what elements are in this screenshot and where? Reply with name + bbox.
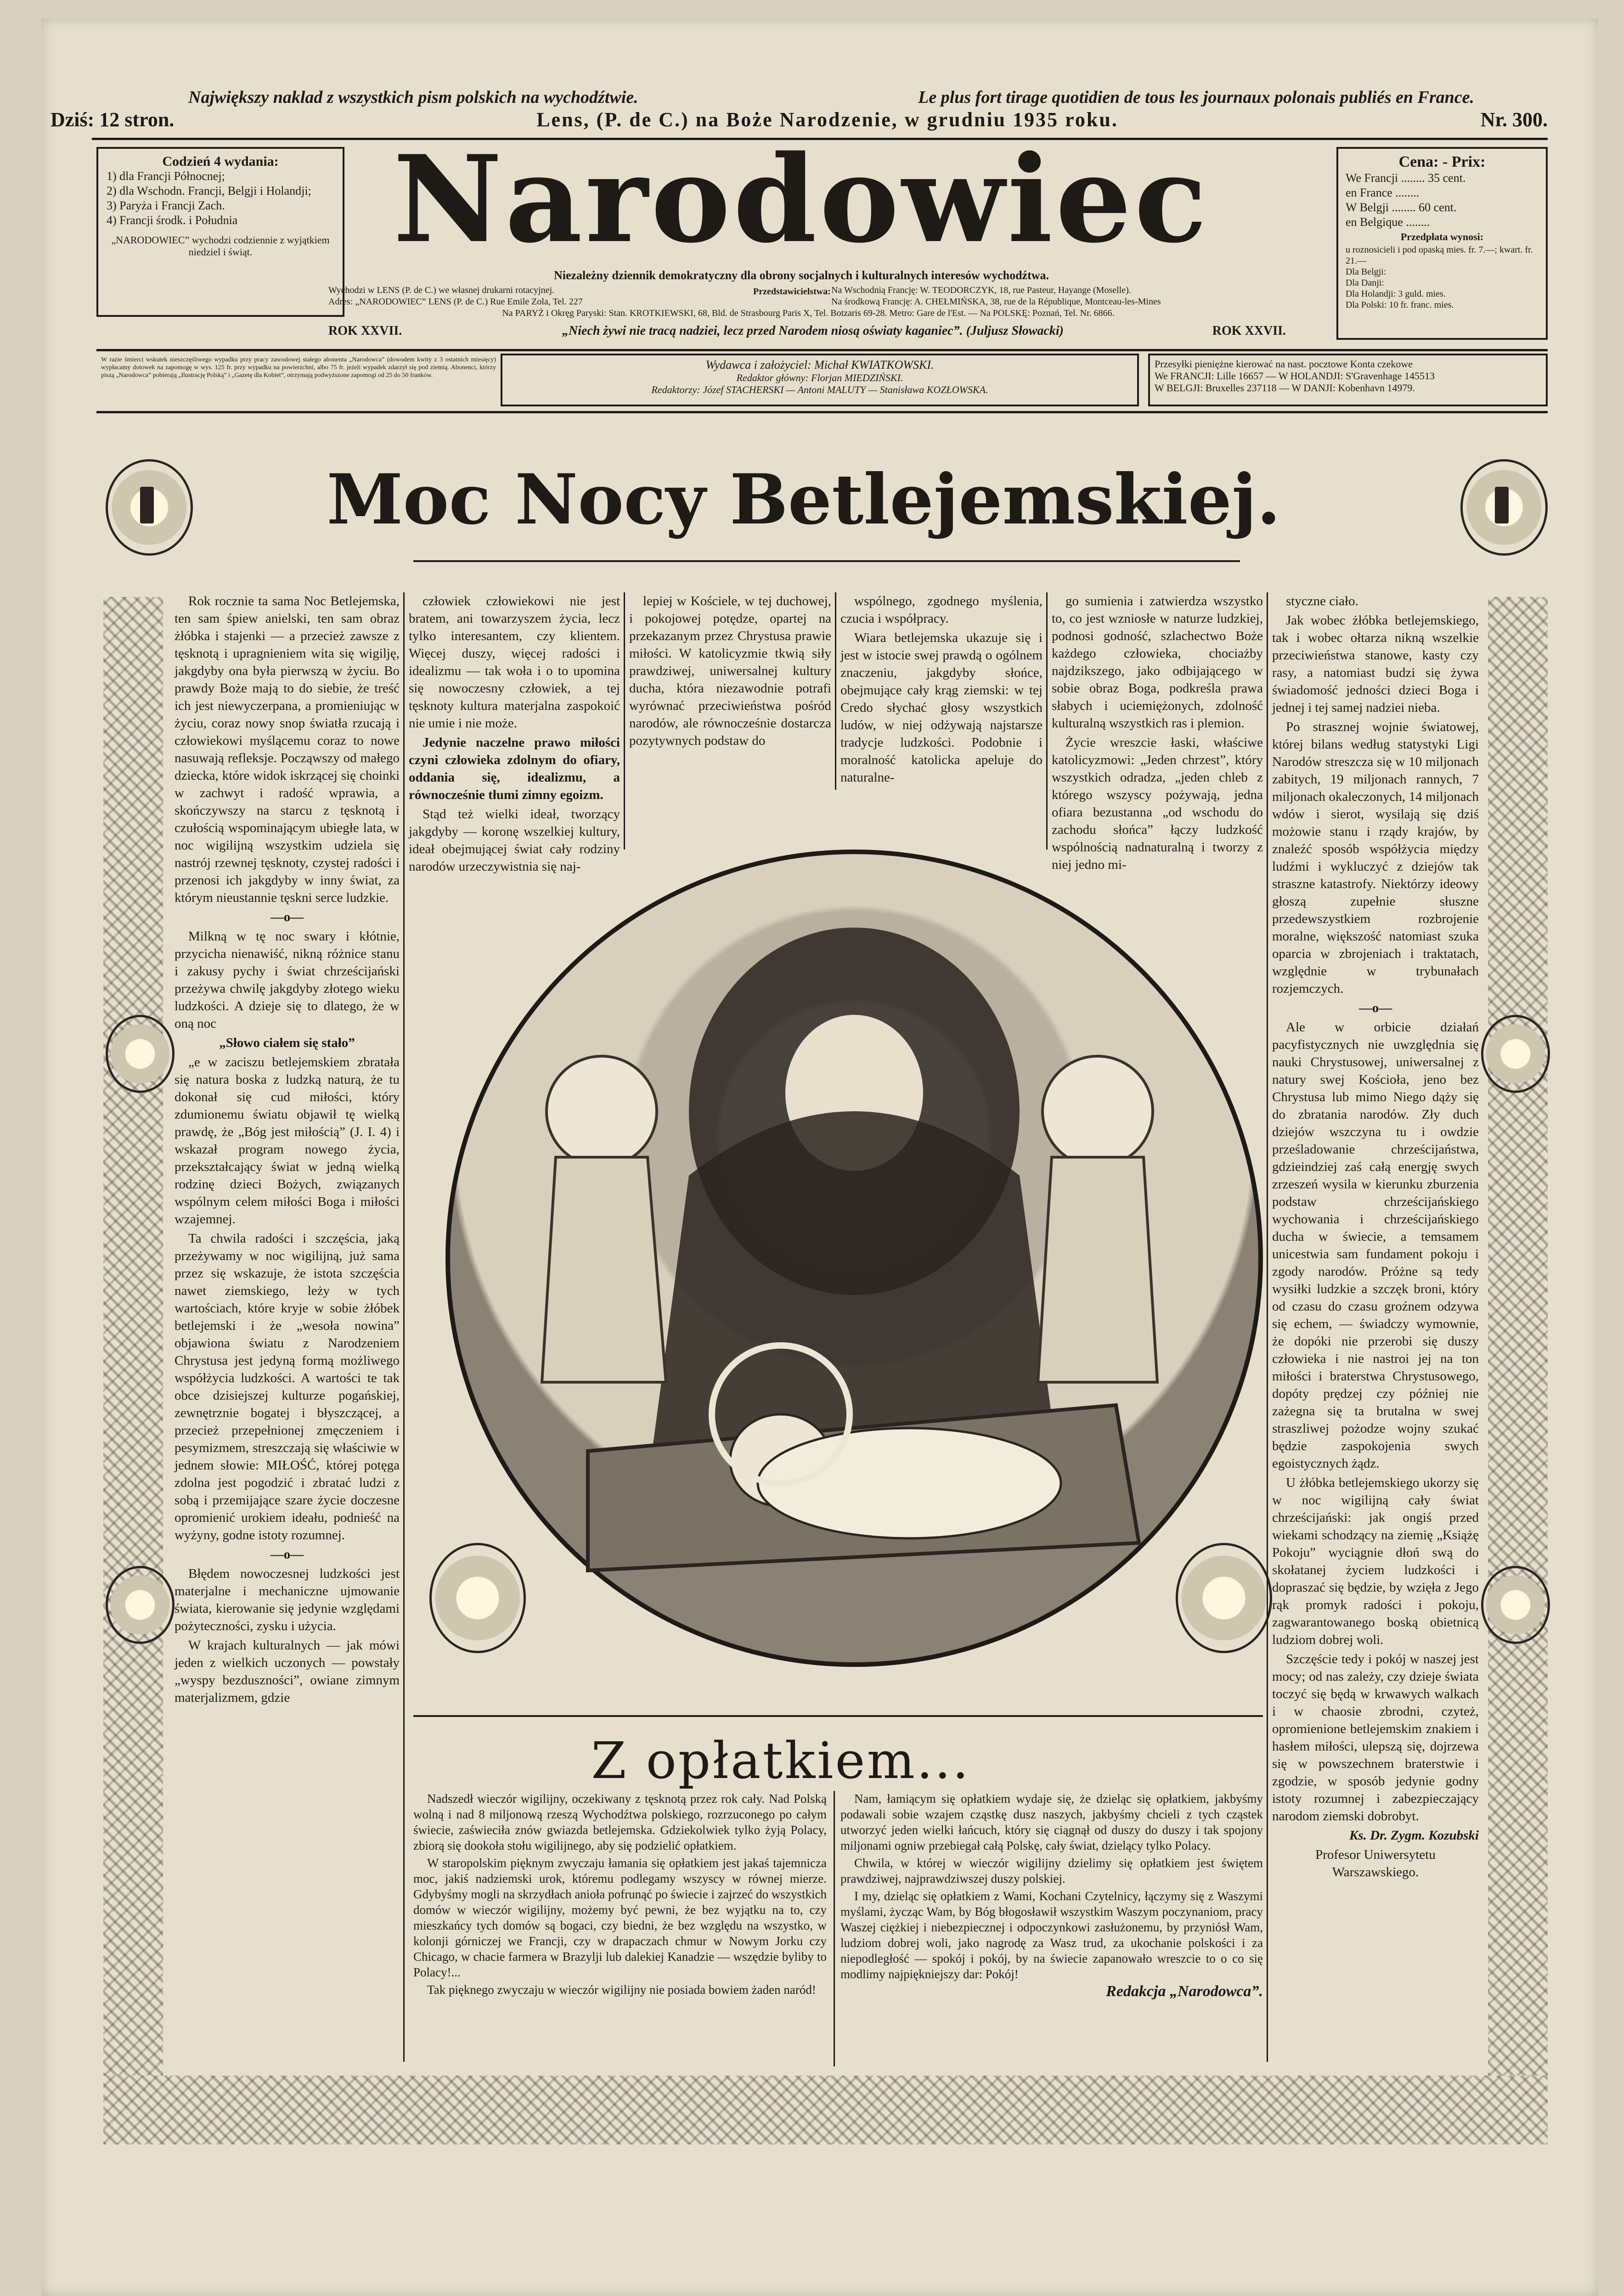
paragraph: Jak wobec żłóbka betlejemskiego, tak i wobec ołtarza nikną wszelkie przeciwieństwa stanowe, kasty czy rasy, a natomiast budzi się żywa świadomość jedności dzieci Boga i jednej i tej samej nadziei nieba. xyxy=(1272,613,1479,715)
subs-heading: Przedpłata wynosi: xyxy=(1400,231,1484,242)
price-row: en Belgique ........ xyxy=(1346,215,1430,229)
edition-item: 1) dla Francji Północnej; xyxy=(107,169,225,183)
column-rule xyxy=(624,592,625,850)
column-rule xyxy=(835,592,836,790)
reps-line: Na Wschodnią Francję: W. TEODORCZYK, 18, rue Pasteur, Hayange (Moselle). xyxy=(831,285,1131,295)
candle-ornament-icon xyxy=(1481,1015,1550,1093)
section-divider: —o— xyxy=(1358,1001,1392,1015)
addr-line: Wychodzi w LENS (P. de C.) we własnej drukarni rotacyjnej. xyxy=(328,285,555,295)
paragraph: go sumienia i zatwierdza wszystko to, co jest wzniosłe w naturze ludzkiej, podnosi godność, szlachectwo Boże każdego człowieka, chociażby najdzikszego, jako odbijającego w sobie obraz Boga, podkreśla prawa słabych i uciemiężonych, zdolność kulturalną wszystkich ras i plemion. xyxy=(1052,594,1263,731)
subs-row: Dla Belgji: xyxy=(1346,267,1386,277)
edition-item: 2) dla Wschodn. Francji, Belgji i Holandji; xyxy=(107,184,311,197)
article1-column-4 xyxy=(840,592,1043,790)
article1-column-3 xyxy=(629,592,831,790)
paragraph: Szczęście tedy i pokój w naszej jest mocy; od nas zależy, czy dzieje świata toczyć się będą w krwawych walkach i w chaosie zbrodni, czyteż, opromienione betlejemskim znakiem i hasłem miłości, ulepszą się, dojrzewa się w powszechnem braterstwie i zgodzie, w sposób jedynie godny istoty rozumnej i zabezpieczający narodom ziemski dobrobyt. xyxy=(1272,1652,1479,1823)
paris-address: Na PARYŻ i Okręg Paryski: Stan. KROTKIEWSKI, 68, Bld. de Strasbourg Paris X, Tel. Botzaris 69-28. Metro: Gare de l'Est. — Na POLSKĘ: Poznań, Tel. Nr. 6866. xyxy=(502,308,1115,318)
candle-ornament-icon xyxy=(106,1015,175,1093)
paragraph: Błędem nowoczesnej ludzkości jest materjalne i mechaniczne ujmowanie świata, kierowanie się jedynie względami pożyteczności, zysku i użycia. xyxy=(175,1566,400,1633)
paragraph: W staropolskim pięknym zwyczaju łamania się opłatkiem jest jakaś tajemnicza moc, jakiś nadziemski urok, któremu podlegamy wszyscy w równej mierze. Gdybyśmy mogli na skrzydłach anioła pofrunąć po świecie i zajrzeć do wszystkich domów w wieczór wigilijny, możemy być pewni, że bez wyjątku na to, czy mieszkańcy tych domów są bogaci, czy biedni, że bez względu na wszystko, w kolonji górniczej we Francji, czy w drapaczach chmur w Nowym Jorku czy Chicago, w chacie farmera w Brazylji lub dalekiej Kanadzie — wszędzie byliby to Polacy!... xyxy=(413,1856,827,1979)
column-rule xyxy=(1267,592,1268,2062)
accounts-line: We FRANCJI: Lille 16657 — W HOLANDJI: S'Gravenhage 145513 xyxy=(1155,370,1435,382)
paragraph: Ale w orbicie działań pacyfistycznych nie uwzględnia się nauki Chrystusowej, uniwersalnej z natury swej Kościoła, jeno bez Chrystusa lub mimo Niego dąży się do zbratania narodów. Zły duch dziejów wszczyna tu i owdzie prześladowanie chrześcijaństwa, gdzieindziej zaś całą energję swych zrzeszeń wysila w kierunku zburzenia podstaw chrześcijańskiego wychowania i chrześcijańskiego ducha w świecie, a temsamem unicestwia sam fundament pokoju i zgody narodów. Próżne są tedy wysiłki ludzkie a szczęk broni, który od czasu do czasu groźnem odzywa się echem, — świadczy wymownie, że dopóki nie przerobi się duszy człowieka i nie nastroi jej na ton miłości i braterstwa Chrystusowego, dopóty prędzej czy później nie zażegna się ta brutalna w swej straszliwej pożodze wojny szukać będzie zaspokojenia swych egoistycznych żądz. xyxy=(1272,1020,1479,1471)
newspaper-subtitle: Niezależny dziennik demokratyczny dla obrony socjalnych i kulturalnych interesów wychodźtwa. xyxy=(553,269,1049,282)
candle-icon xyxy=(1495,487,1509,523)
addr-line: Adres: „NARODOWIEC” LENS (P. de C.) Rue Emile Zola, Tel. 227 xyxy=(328,297,583,307)
article2-top-rule xyxy=(413,1715,1263,1717)
paragraph: styczne ciało. xyxy=(1286,594,1358,608)
reps-label: Przedstawicielstwa: xyxy=(753,287,831,297)
column-rule xyxy=(1046,592,1048,850)
dateline: Lens, (P. de C.) na Boże Narodzenie, w grudniu 1935 roku. xyxy=(536,108,1118,131)
article2-column-2 xyxy=(840,1791,1263,2076)
candle-ornament-icon xyxy=(1481,1566,1550,1644)
editors-box xyxy=(501,354,1139,406)
article2-headline: Z opłatkiem... xyxy=(591,1731,970,1790)
section-divider: —o— xyxy=(270,910,304,924)
representatives xyxy=(831,285,1286,308)
accounts-line: W BELGJI: Bruxelles 237118 — W DANJI: Kobenhavn 14979. xyxy=(1155,382,1415,394)
article1-column-1 xyxy=(175,592,400,2071)
main-headline: Moc Nocy Betlejemskiej. xyxy=(327,459,1281,540)
paragraph: Rok rocznie ta sama Noc Betlejemska, ten sam śpiew anielski, ten sam obraz żłóbka i stajenki — a przecież zawsze z tęsknotą i upragnieniem wita się wigilję, jakgdyby ona była pierwszą w życiu. Bo prawdy Boże mają to do siebie, że treść ich jest niewyczerpana, a promieniując w życiu, coraz nowy snop światła rzucają i człowiekowi myślącemu coraz to nowe nasuwają refleksje. Począwszy od małego dziecka, które widok iskrzącej się choinki w zachwyt i radość wprawia, a skończywszy na starcu z tęsknotą i czułością wspominającym ubiegłe lata, w noc wigilijną wszystkim udziela się nastrój rzewnej tęsknoty, czystej radości i przenosi ich jakgdyby w inny świat, za którym nieustannie tęskni serce ludzkie. xyxy=(175,594,400,905)
publisher-addresses xyxy=(328,285,733,308)
editions-heading: Codzień 4 wydania: xyxy=(162,154,279,169)
slogan-right: Le plus fort tirage quotidien de tous les journaux polonais publiés en France. xyxy=(918,88,1474,107)
paragraph: wspólnego, zgodnego myślenia, czucia i współpracy. xyxy=(840,594,1043,626)
paragraph: Milkną w tę noc swary i kłótnie, przycicha nienawiść, nikną różnice stanu i zakusy pychy i świat chrześcijański przeżywa chwilę jakgdyby złotego wieku ludzkości. A dzieje się to dlatego, że w oną noc xyxy=(175,929,400,1031)
editor-line: Wydawca i założyciel: Michał KWIATKOWSKI. xyxy=(705,358,934,371)
column-rule xyxy=(834,1791,835,2066)
reps-line: Na środkową Francję: A. CHEŁMIŃSKA, 38, rue de la République, Montceau-les-Mines xyxy=(831,297,1161,307)
author-title: Profesor Uniwersytetu Warszawskiego. xyxy=(1315,1847,1436,1880)
subs-row: Dla Polski: 10 fr. franc. mies. xyxy=(1346,300,1454,310)
masthead-slogans xyxy=(51,87,1548,107)
column-rule xyxy=(403,592,405,2062)
pages-count: Dziś: 12 stron. xyxy=(51,108,175,131)
candle-icon xyxy=(140,487,154,523)
subs-row: Dla Holandji: 3 guld. mies. xyxy=(1346,289,1446,299)
paragraph: Tak pięknego zwyczaju w wieczór wigilijny nie posiada bowiem żaden naród! xyxy=(427,1983,816,1997)
accounts-box xyxy=(1148,354,1548,406)
paragraph: Nadszedł wieczór wigilijny, oczekiwany z tęsknotą przez rok cały. Nad Polską wolną i nad 8 miljonową rzeszą Wychodźtwa polskiego, rozrzuconego po całym świecie, zaświeciła znów gwiazda betlejemska. Gdziekolwiek tylko żyją Polacy, zbiorą się dookoła stołu wigilijnego, aby się podzielić opłatkiem. xyxy=(413,1792,827,1852)
edition-item: 4) Francji środk. i Południa xyxy=(107,214,238,227)
subs-row: u roznosicieli i pod opaską mies. fr. 7.—; kwart. fr. 21.— xyxy=(1346,245,1533,266)
paragraph: Stąd też wielki ideał, tworzący jakgdyby — koronę wszelkiej kultury, ideał obejmującej świat cały rodziny narodów urzeczywistnia się naj- xyxy=(409,807,620,874)
right-holly-border xyxy=(1488,597,1548,2076)
bottom-holly-border xyxy=(103,2076,1548,2144)
masthead-dateline xyxy=(51,108,1548,131)
subs-row: Dla Danji: xyxy=(1346,278,1384,288)
paragraph: Życie wreszcie łaski, właściwe katolicyzmowi: „Jeden chrzest”, który wszystkich odradza, „jeden chleb z którego wszyscy pożywają, jedna ofiara bezustanna „od wschodu do zachodu słońca” łączy ludzkość wspólnością nadnaturalną i tworzy z niej jedno mi- xyxy=(1052,735,1263,872)
editions-note: „NARODOWIEC” wychodzi codziennie z wyjątkiem niedziel i świąt. xyxy=(111,234,330,258)
article1-column-6 xyxy=(1272,592,1479,2071)
paragraph: Po strasznej wojnie światowej, której bilans według statystyki Ligi Narodów streszcza się w 10 miljonach zabitych, 19 miljonach rannych, 7 miljonach okaleczonych, 14 miljonach wdów i sierot, wysilają się dziś możowie stanu i rządy krajów, by znaleźć sposób współżycia między ludźmi i wykluczyć z dziejów tak straszne katastrofy. Niektórzy ideowy głoszą zupełnie słuszne przedewszystkiem rozbrojenie moralne, większość natomiast szuka oparcia w zbrojeniach i traktatach, względnie w trybunałach rozjemczych. xyxy=(1272,720,1479,996)
paragraph: Jedynie naczelne prawo miłości czyni człowieka zdolnym do ofiary, oddania się, idealizmu, a równocześnie tłumi zimny egoizm. xyxy=(409,735,620,802)
candle-ornament-icon xyxy=(106,1566,175,1644)
volume-right: ROK XXVII. xyxy=(1212,324,1286,338)
section-divider: —o— xyxy=(270,1547,304,1562)
paragraph: człowiek człowiekowi nie jest bratem, ani towarzyszem życia, lecz tylko interesantem, czy klientem. Więcej duszy, więcej radości i idealizmu — tak woła i o to upomina się nowoczesny człowiek, a tej tęsknoty kultura materjalna zaspokoić nie umie i nie może. xyxy=(409,594,620,731)
price-row: en France ........ xyxy=(1346,186,1420,199)
article1-column-2 xyxy=(409,592,620,874)
editor-line: Redaktor główny: Florjan MIEDZIŃSKI. xyxy=(736,372,903,383)
paragraph: W krajach kulturalnych — jak mówi jeden z wielkich uczonych — powstały „wyspy bezduszności”, owiane zimnym materjalizmem, gdzie xyxy=(175,1638,400,1705)
insurance-notice: W razie śmierci wskutek nieszczęśliwego wypadku przy pracy zawodowej stałego abonenta „Narodowca” (dowodem kwity z 3 ostatnich miesięcy) wypłacamy dotowek na zapomogę w wys. 125 fr. przy wypadku na powierzchni, albo 75 fr. jeżeli wypadek zdarzył się pod ziemią. Abonenci, którzy piszą „Narodowca” pobierają „Ilustrację Polską” i „Gazetę dla Kobiet”, otrzymają podwyższone zapomogi od 25 do 50 franków. xyxy=(101,356,496,379)
volume-left: ROK XXVII. xyxy=(328,324,402,338)
paragraph: Nam, łamiącym się opłatkiem wydaje się, że dzieląc się opłatkiem, jakbyśmy podawali sobie wzajem cząstkę dusz naszych, jakbyśmy chcieli z tych cząstek utworzyć jeden wielki łańcuch, który się ciągnął od duszy do duszy i tak spojony miljonami ogniw przebiegał całą Polskę, cały świat, dzielący tylko Polacy. xyxy=(840,1792,1263,1852)
price-heading: Cena: - Prix: xyxy=(1398,153,1486,170)
headline-rule xyxy=(413,560,1240,562)
issue-number: Nr. 300. xyxy=(1480,108,1548,131)
edition-item: 3) Paryża i Francji Zach. xyxy=(107,199,225,212)
header-rule xyxy=(96,349,1548,351)
paragraph: U żłóbka betlejemskiego ukorzy się w noc wigilijną cały świat chrześcijański: jak ongiś przed wiekami schodzący na ziemię „Książę Pokoju” wyciągnie dłoń swą do skołatanej życiem ludzkości i dopraszać się będzie, by wzięła z Jego rąk promyk radości i pokoju, zagwarantowanego boską obietnicą ludziom dobrej woli. xyxy=(1272,1475,1479,1647)
paragraph: „e w zaciszu betlejemskiem zbratała się natura boska z ludzką naturą, że tu dokonał się cud miłości, który zdumionemu światu objawił tę wielką prawdę, że „Bóg jest miłością” (J. I. 4) i wskazał program nowego życia, przekształcający świat w jedną wielką rodzinę dzieci Bożych, związanych wspólnym celem miłości Boga i miłości wzajemnej. xyxy=(175,1055,400,1227)
newspaper-title: Narodowiec xyxy=(393,129,1210,270)
article2-column-1 xyxy=(413,1791,827,2076)
editorial-signature: Redakcja „Narodowca”. xyxy=(1106,1983,1263,2000)
paragraph: I my, dzieląc się opłatkiem z Wami, Kochani Czytelnicy, łączymy się z Waszymi myślami, życząc Wam, by Bóg błogosławił wszystkim Waszym poczynaniom, pracy Waszej ciężkiej i niebezpiecznej i odpoczynkowi zasłużonemu, by przyniósł Wam, ludziom dobrej woli, jako nagrodę za Wasz trud, za ukochanie polskości i za niepodległość — spokój i pokój, by na świecie zapanowało wreszcie to o co się modlimy najpiękniejszy dar: Pokój! xyxy=(840,1889,1263,1981)
editions-box xyxy=(96,147,344,317)
price-row: W Belgji ........ 60 cent. xyxy=(1346,201,1457,214)
paragraph: Ta chwila radości i szczęścia, jaką przeżywamy w noc wigilijną, już sama przez się wskazuje, że istota szczęścia nawet ziemskiego, leży w tych wartościach, które kryje w sobie żłóbek betlejemski i że „wesoła nowina” objawiona światu z Narodzeniem Chrystusa jest jedyną formą możliwego współżycia ludzkości. A wartości te tak obce dzisiejszej kulturze pogańskiej, zewnętrznie bogatej i błyszczącej, a przecież przepełnionej zmęczeniem i pesymizmem, streszczają się właściwie w jednem słowie: MIŁOŚĆ, której potęga zdolna jest pogodzić i zbratać ludzi z sobą i przemijające szare życie doczesne opromienić urokiem ideału, podnieść na wyżyny, godne istoty rozumnej. xyxy=(175,1231,400,1542)
editor-line: Redaktorzy: Józef STACHERSKI — Antoni MALUTY — Stanisława KOZŁOWSKA. xyxy=(651,384,988,395)
header-bottom-rule xyxy=(96,411,1548,413)
paragraph: lepiej w Kościele, w tej duchowej, i pokojowej potędze, opartej na przekazanym przez Chrystusa prawie miłości. W katolicyzmie tkwią siły prawdziwej, uniwersalnej kultury ducha, która niezawodnie potrafi wyrównać przeciwieństwa pośród narodów, ale równocześnie dostarcza pozytywnych podstaw do xyxy=(629,594,831,748)
left-holly-border xyxy=(103,597,163,2076)
motto: „Niech żywi nie tracą nadziei, lecz przed Narodem niosą oświaty kaganiec”. (Juljusz Słowacki) xyxy=(562,324,1064,338)
section-subheading: „Słowo ciałem się stało” xyxy=(219,1035,355,1050)
paragraph: Chwila, w której w wieczór wigilijny dzielimy się opłatkiem jest świętem prawdziwej, najprawdziwszej duszy polskiej. xyxy=(840,1856,1263,1885)
slogan-left: Największy naklad z wszystkich pism polskich na wychodźtwie. xyxy=(188,88,638,107)
price-box xyxy=(1336,147,1548,340)
price-row: We Francji ........ 35 cent. xyxy=(1346,171,1466,185)
accounts-line: Przesyłki pieniężne kierować na nast. pocztowe Konta czekowe xyxy=(1155,358,1413,370)
author-signature: Ks. Dr. Zygm. Kozubski xyxy=(1349,1828,1479,1843)
article1-column-5 xyxy=(1052,592,1263,1006)
paragraph: Wiara betlejemska ukazuje się i jest w istocie swej prawdą o ogólnem znaczeniu, jakgdyby słońce, obejmujące cały krąg ziemski: w tej Credo słychać głosy wszystkich ludów, w niej odżywają najstarsze tradycje ludzkości. Podobnie i moralność katolicka apeluje do naturalne- xyxy=(840,630,1043,785)
